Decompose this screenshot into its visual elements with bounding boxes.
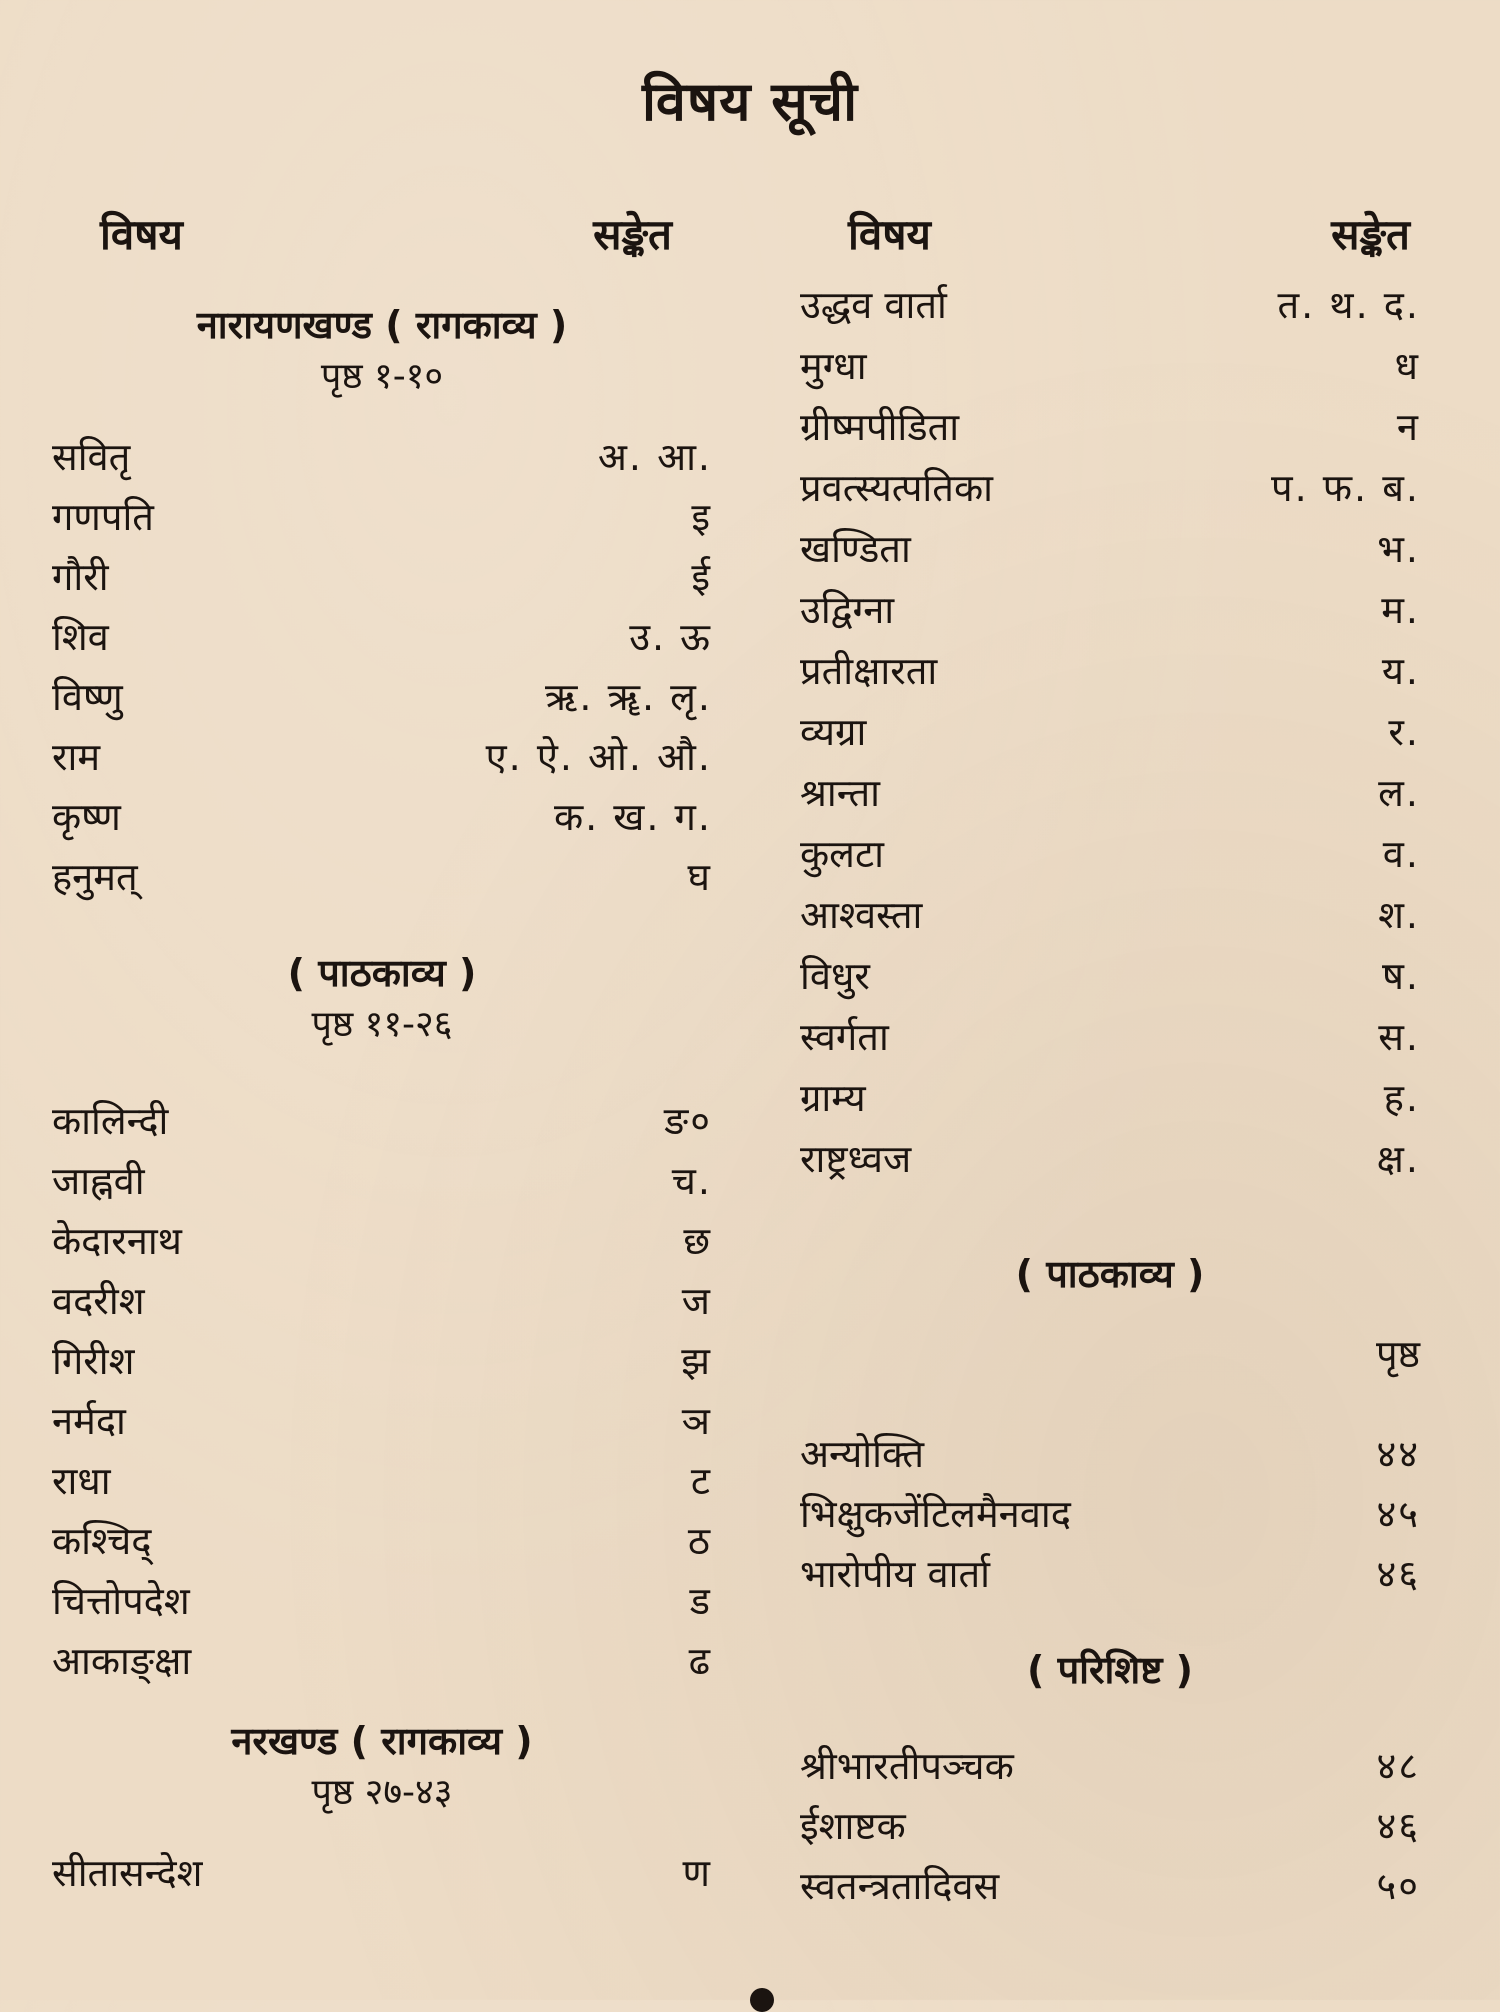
list-item	[52, 427, 712, 487]
list-item	[52, 1151, 712, 1211]
item-name: ग्रीष्मपीडिता	[800, 405, 960, 449]
list-item	[800, 275, 1420, 336]
item-page: ४६	[1376, 1552, 1420, 1596]
item-name: भिक्षुकजेंटिलमैनवाद	[800, 1492, 1071, 1536]
item-code: ई	[691, 555, 712, 599]
item-page: ५०	[1376, 1864, 1420, 1908]
item-name: भारोपीय वार्ता	[800, 1552, 990, 1596]
section-heading-narayankhand: नारायणखण्ड ( रागकाव्य )	[196, 303, 568, 347]
list-item	[800, 641, 1420, 702]
list-item	[800, 1068, 1420, 1129]
item-name: ग्राम्य	[800, 1076, 866, 1120]
item-name: जाह्नवी	[52, 1159, 145, 1203]
item-code: प. फ. ब.	[1271, 466, 1420, 510]
item-code: छ	[683, 1219, 712, 1263]
item-name: सवितृ	[52, 435, 131, 479]
page-title: विषय सूची	[641, 70, 859, 133]
code-header: सङ्केत	[593, 210, 672, 259]
list-item	[52, 847, 712, 907]
item-code: ष.	[1381, 954, 1420, 998]
item-name: आकाङ्क्षा	[52, 1639, 192, 1683]
list-item	[800, 1129, 1420, 1190]
item-name: उद्विग्ना	[800, 588, 895, 632]
section-heading-narkhand: नरखण्ड ( रागकाव्य )	[231, 1719, 533, 1763]
item-name: श्रान्ता	[800, 771, 880, 815]
list-item	[52, 1091, 712, 1151]
item-code: अ. आ.	[597, 435, 712, 479]
item-name: मुग्धा	[800, 344, 867, 388]
item-name: प्रवत्स्यत्पतिका	[800, 466, 993, 510]
item-name: विधुर	[800, 954, 870, 998]
item-name: राधा	[52, 1459, 111, 1503]
item-code: ढ	[688, 1639, 712, 1683]
list-item	[800, 763, 1420, 824]
item-name: केदारनाथ	[52, 1219, 182, 1263]
item-name: प्रतीक्षारता	[800, 649, 938, 693]
item-code: झ	[681, 1339, 712, 1383]
right-column-header	[800, 205, 1420, 275]
section-heading-parishisht: ( परिशिष्ट )	[1026, 1648, 1194, 1692]
list-item	[800, 1544, 1420, 1604]
item-code: च.	[671, 1159, 712, 1203]
item-name: ईशाष्टक	[800, 1804, 906, 1848]
item-code: ज	[681, 1279, 712, 1323]
item-page: ४६	[1376, 1804, 1420, 1848]
item-name: हनुमत्	[52, 855, 138, 899]
list-item	[52, 727, 712, 787]
item-name: राष्ट्रध्वज	[800, 1137, 912, 1181]
item-code: न	[1396, 405, 1420, 449]
item-code: ल.	[1378, 771, 1420, 815]
list-item	[52, 1843, 712, 1903]
item-name: आश्वस्ता	[800, 893, 923, 937]
item-name: वदरीश	[52, 1279, 145, 1323]
page-range: पृष्ठ ११-२६	[311, 1004, 453, 1045]
list-item	[800, 1856, 1420, 1916]
item-code: ध	[1394, 344, 1420, 388]
right-list	[800, 275, 1420, 1190]
item-code: क. ख. ग.	[553, 795, 712, 839]
page-bottom-mark	[750, 1988, 774, 2012]
item-code: ञ	[681, 1399, 712, 1443]
item-code: र.	[1388, 710, 1420, 754]
item-name: गणपति	[52, 495, 154, 539]
page-range: पृष्ठ १-१०	[320, 356, 444, 397]
list-item	[800, 1484, 1420, 1544]
item-name: अन्योक्ति	[800, 1432, 924, 1476]
list-item	[52, 547, 712, 607]
list-item	[800, 458, 1420, 519]
list-item	[800, 580, 1420, 641]
item-name: व्यग्रा	[800, 710, 867, 754]
list-item	[52, 1631, 712, 1691]
item-code: ङ०	[664, 1099, 712, 1143]
item-name: कुलटा	[800, 832, 884, 876]
item-name: खण्डिता	[800, 527, 911, 571]
item-code: क्ष.	[1376, 1137, 1420, 1181]
list-item	[52, 1511, 712, 1571]
item-name: नर्मदा	[52, 1399, 126, 1443]
item-name: गिरीश	[52, 1339, 135, 1383]
list-item	[800, 1424, 1420, 1484]
item-code: य.	[1381, 649, 1420, 693]
left-column	[52, 205, 712, 1903]
item-code: त. थ. द.	[1277, 283, 1420, 327]
item-code: स.	[1378, 1015, 1420, 1059]
item-code: ऋ. ॠ. लृ.	[545, 675, 712, 719]
item-name: चित्तोपदेश	[52, 1579, 190, 1623]
subject-header: विषय	[848, 210, 931, 259]
item-code: ड	[689, 1579, 712, 1623]
page-column-label: पृष्ठ	[1376, 1332, 1420, 1376]
section-heading-pathkavya: ( पाठकाव्य )	[287, 951, 477, 995]
list-item	[52, 667, 712, 727]
list-item	[52, 1451, 712, 1511]
code-header: सङ्केत	[1331, 210, 1410, 259]
item-name: गौरी	[52, 555, 109, 599]
list-item	[52, 1331, 712, 1391]
item-code: ठ	[687, 1519, 712, 1563]
list-item	[52, 607, 712, 667]
item-code: इ	[691, 495, 712, 539]
list-item	[52, 1571, 712, 1631]
section-heading-pathkavya-right: ( पाठकाव्य )	[1015, 1252, 1205, 1296]
item-name: विष्णु	[52, 675, 123, 719]
left-column-header	[52, 205, 712, 275]
item-code: उ. ऊ	[629, 615, 712, 659]
item-code: ह.	[1383, 1076, 1420, 1120]
list-item	[800, 702, 1420, 763]
list-item	[800, 1736, 1420, 1796]
page-range: पृष्ठ २७-४३	[311, 1772, 453, 1813]
item-name: राम	[52, 735, 101, 779]
item-page: ४८	[1376, 1744, 1420, 1788]
right-column	[800, 205, 1420, 1916]
item-code: ट	[690, 1459, 712, 1503]
list-item	[800, 946, 1420, 1007]
list-item	[52, 787, 712, 847]
item-page: ४५	[1376, 1492, 1420, 1536]
list-item	[52, 487, 712, 547]
list-item	[52, 1391, 712, 1451]
list-item	[800, 1007, 1420, 1068]
item-name: शिव	[52, 615, 109, 659]
list-item	[800, 519, 1420, 580]
list-item	[800, 336, 1420, 397]
item-code: श.	[1378, 893, 1420, 937]
item-code: म.	[1381, 588, 1420, 632]
list-item	[800, 885, 1420, 946]
item-name: श्रीभारतीपञ्चक	[800, 1744, 1014, 1788]
item-page: ४४	[1376, 1432, 1420, 1476]
item-name: उद्धव वार्ता	[800, 283, 947, 327]
item-code: व.	[1382, 832, 1420, 876]
item-code: ए. ऐ. ओ. औ.	[485, 735, 712, 779]
item-name: कृष्ण	[52, 795, 121, 839]
item-name: कश्चिद्	[52, 1519, 152, 1563]
item-name: सीतासन्देश	[52, 1851, 203, 1895]
subject-header: विषय	[100, 210, 183, 259]
item-name: स्वतन्त्रतादिवस	[800, 1864, 1000, 1908]
list-item	[800, 1796, 1420, 1856]
item-name: स्वर्गता	[800, 1015, 889, 1059]
item-code: भ.	[1377, 527, 1420, 571]
list-item	[800, 824, 1420, 885]
list-item	[800, 397, 1420, 458]
item-code: ण	[682, 1851, 712, 1895]
list-item	[52, 1271, 712, 1331]
item-name: कालिन्दी	[52, 1099, 169, 1143]
list-item	[52, 1211, 712, 1271]
item-code: घ	[687, 855, 712, 899]
